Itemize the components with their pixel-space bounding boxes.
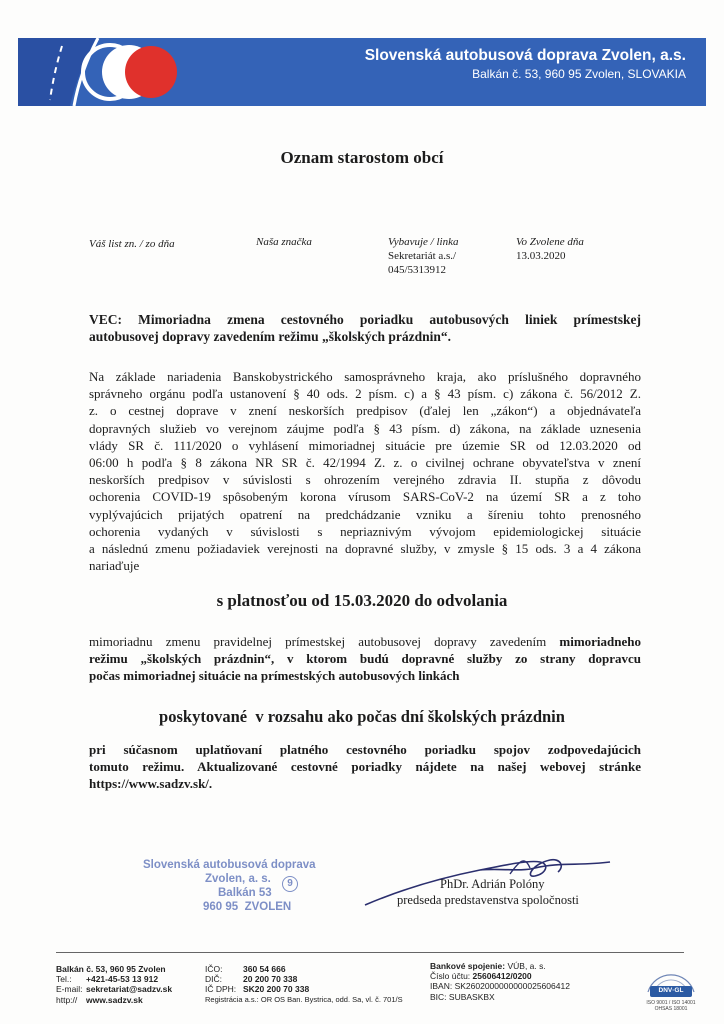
company-logo	[18, 38, 183, 106]
paragraph-legal-basis	[89, 368, 641, 574]
stamp-line: Balkán 53	[218, 887, 272, 899]
bic-label: BIC:	[430, 991, 447, 1002]
ico-label: IČO:	[205, 964, 223, 974]
http-label: http://	[56, 994, 78, 1005]
text-line: vyplývajúcich prijatých opatrení na predchádzanie vzniku a šíreniu tohto prenosného	[89, 506, 641, 522]
handled-by-label: Vybavuje / linka	[388, 236, 459, 248]
paragraph-change	[89, 633, 641, 685]
validity-heading: s platnosťou od 15.03.2020 do odvolania	[216, 591, 508, 610]
stamp-line: 960 95 ZVOLEN	[203, 901, 292, 913]
text-line: 06:00 h podľa § 8 zákona NR SR č. 42/1994 Z. z. o civilnej ochrane obyvateľstva v znení	[89, 455, 641, 471]
date-value: 13.03.2020	[516, 250, 566, 262]
bic-value: SUBASKBX	[448, 991, 495, 1002]
text-line: dopravných služieb vo verejnom záujme podľa § 43 písm. d) zákona, na základe uznesenia	[89, 420, 641, 436]
email-label: E-mail:	[56, 984, 83, 995]
cert-brand: DNV·GL	[658, 987, 684, 994]
email-value[interactable]: sekretariat@sadzv.sk	[86, 984, 173, 995]
icdph-value: SK20 200 70 338	[243, 984, 310, 995]
signer-role: predseda predstavenstva spoločnosti	[397, 893, 579, 907]
stamp-line: Slovenská autobusová doprava	[143, 859, 316, 871]
company-stamp	[143, 858, 343, 914]
company-name: Slovenská autobusová doprava Zvolen, a.s.	[364, 47, 686, 64]
text-run-bold: mimoriadneho	[559, 634, 641, 649]
dic-label: DIČ:	[205, 974, 222, 985]
text-line: správneho orgánu podľa ustanovení § 40 ods. 2 písm. c) a § 43 písm. c) zákona č. 56/2012 Z.	[89, 386, 641, 402]
text-line	[89, 667, 641, 684]
registration-info: Registrácia a.s.: OR OS Ban. Bystrica, odd. Sa, vl. č. 701/S	[205, 994, 403, 1004]
paragraph-timetable	[89, 741, 641, 793]
document-title: Oznam starostom obcí	[280, 148, 444, 167]
tel-label: Tel.:	[56, 974, 72, 985]
cert-iso: ISO 9001 / ISO 14001	[646, 1000, 696, 1006]
text-run-bold: , v ktorom budú dopravné služby zo strany dopravcu	[270, 651, 641, 667]
ico-value: 360 54 666	[243, 964, 286, 974]
handled-by-value: Sekretariát a.s./	[388, 250, 457, 262]
our-ref-label: Naša značka	[256, 236, 312, 248]
text-run-bold: počas mimoriadnej situácie na prímestských autobusových linkách	[89, 668, 460, 684]
footer-contact	[56, 964, 206, 1005]
stamp-line: Zvolen, a. s.	[205, 873, 271, 885]
stamp-number: 9	[282, 876, 298, 892]
footer-divider	[56, 952, 684, 953]
footer-address: Balkán č. 53, 960 95 Zvolen	[56, 964, 166, 974]
iban-value: SK2602000000000025606412	[454, 981, 570, 992]
dic-value: 20 200 70 338	[243, 974, 298, 985]
text-line: Na základe nariadenia Banskobystrického samosprávneho kraja, ako príslušného dopravného	[89, 369, 641, 384]
phone-line-value: 045/5313912	[388, 264, 447, 276]
text-line: a následnú zmenu požiadaviek verejnosti na dopravné služby, v zmysle § 15 ods. 3 a 4 zákona	[89, 541, 641, 557]
subject-line: VEC: Mimoriadna zmena cestovného poriadku autobusových liniek prímestskej	[89, 312, 641, 327]
text-line: vlády SR č. 111/2020 o vyhlásení mimoriadnej situácie pre územie SR od 12.03.2020 od	[89, 437, 641, 453]
text-line: neskorších predpisov v súvislosti s ohrozením verejného zdravia II. stupňa z dôvodu	[89, 472, 641, 488]
text-line: nariaďuje	[89, 558, 140, 574]
footer-bank	[430, 961, 635, 1002]
icdph-label: IČ DPH:	[205, 984, 237, 995]
website-link[interactable]: https://www.sadzv.sk/.	[89, 776, 213, 792]
company-address: Balkán č. 53, 960 95 Zvolen, SLOVAKIA	[472, 67, 686, 81]
bank-label: Bankové spojenie:	[430, 961, 506, 971]
text-line: tomuto režimu. Aktualizované cestovné poriadky nájdete na našej webovej stránke	[89, 759, 641, 775]
certification-mark	[640, 958, 702, 1016]
text-line: pri súčasnom uplatňovaní platného cestovného poriadku spojov zodpovedajúcich	[89, 742, 641, 757]
text-run-bold: režimu „školských prázdnin“	[89, 651, 271, 667]
footer-company-ids	[205, 964, 425, 1005]
service-mode-heading: poskytované v rozsahu ako počas dní školských prázdnin	[159, 707, 565, 726]
cert-ohsas: OHSAS 18001	[654, 1006, 688, 1012]
iban-label: IBAN:	[430, 981, 453, 992]
subject-line: autobusovej dopravy zavedením režimu „školských prázdnin“.	[89, 329, 452, 344]
text-line	[89, 650, 641, 667]
text-line: ochorenia vydaných v súvislosti s nepriaznivým vývojom epidemiologickej situácie	[89, 523, 641, 539]
website-value[interactable]: www.sadzv.sk	[86, 994, 143, 1005]
tel-value: +421-45-53 13 912	[86, 974, 159, 985]
account-value: 25606412/0200	[472, 971, 532, 982]
signer-name: PhDr. Adrián Polóny	[440, 877, 545, 891]
account-label: Číslo účtu:	[430, 971, 471, 982]
text-run: mimoriadnu zmenu pravidelnej prímestskej autobusovej dopravy zavedením	[89, 634, 560, 649]
your-ref-label: Váš list zn. / zo dňa	[89, 238, 175, 250]
bank-value: VÚB, a. s.	[507, 961, 546, 971]
text-line: ochorenia COVID-19 spôsobeným korona vírusom SARS-CoV-2 na území SR a z toho	[89, 489, 641, 505]
date-label: Vo Zvolene dňa	[516, 236, 584, 248]
text-line: z. o cestnej doprave v znení neskorších predpisov (ďalej len „zákon“) a objednávateľa	[89, 403, 641, 419]
text-line	[89, 633, 641, 650]
subject	[89, 311, 641, 345]
